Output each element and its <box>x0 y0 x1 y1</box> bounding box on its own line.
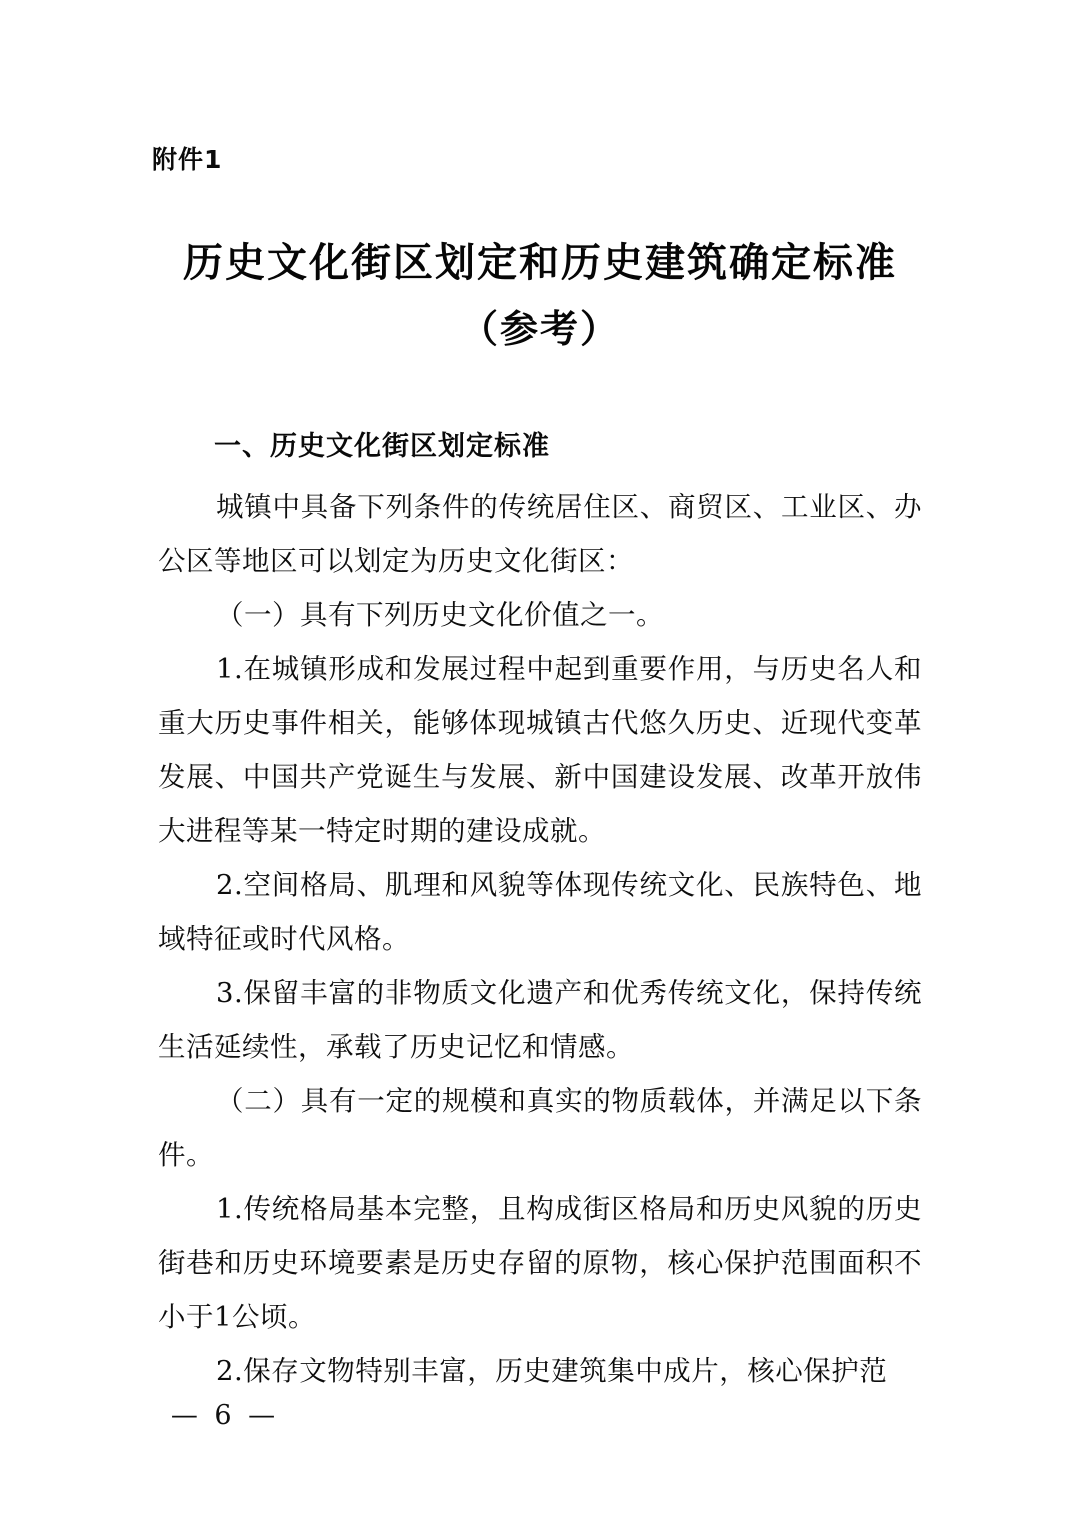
page-title: 历史文化街区划定和历史建筑确定标准 <box>183 240 897 286</box>
document-body <box>158 420 922 1398</box>
section-heading: 一、历史文化街区划定标准 <box>214 431 550 462</box>
paragraph: 1.传统格局基本完整，且构成街区格局和历史风貌的历史街巷和历史环境要素是历史存留的原物，核心保护范围面积不小于1公顷。 <box>158 1193 922 1333</box>
paragraph: 2.空间格局、肌理和风貌等体现传统文化、民族特色、地域特征或时代风格。 <box>158 869 922 955</box>
paragraph: （一）具有下列历史文化价值之一。 <box>216 599 664 631</box>
attachment-label: 附件1 <box>152 145 223 174</box>
paragraph: 1.在城镇形成和发展过程中起到重要作用，与历史名人和重大历史事件相关，能够体现城镇古代悠久历史、近现代变革发展、中国共产党诞生与发展、新中国建设发展、改革开放伟大进程等某一特定时期的建设成就。 <box>158 653 922 847</box>
page-number: — 6 — <box>170 1400 280 1431</box>
paragraph: 城镇中具备下列条件的传统居住区、商贸区、工业区、办公区等地区可以划定为历史文化街区： <box>158 491 922 577</box>
paragraph: （二）具有一定的规模和真实的物质载体，并满足以下条件。 <box>158 1085 922 1171</box>
page-subtitle: （参考） <box>459 307 620 351</box>
paragraph: 2.保存文物特别丰富，历史建筑集中成片，核心保护范 <box>216 1355 888 1387</box>
paragraph: 3.保留丰富的非物质文化遗产和优秀传统文化，保持传统生活延续性，承载了历史记忆和情感。 <box>158 977 922 1063</box>
